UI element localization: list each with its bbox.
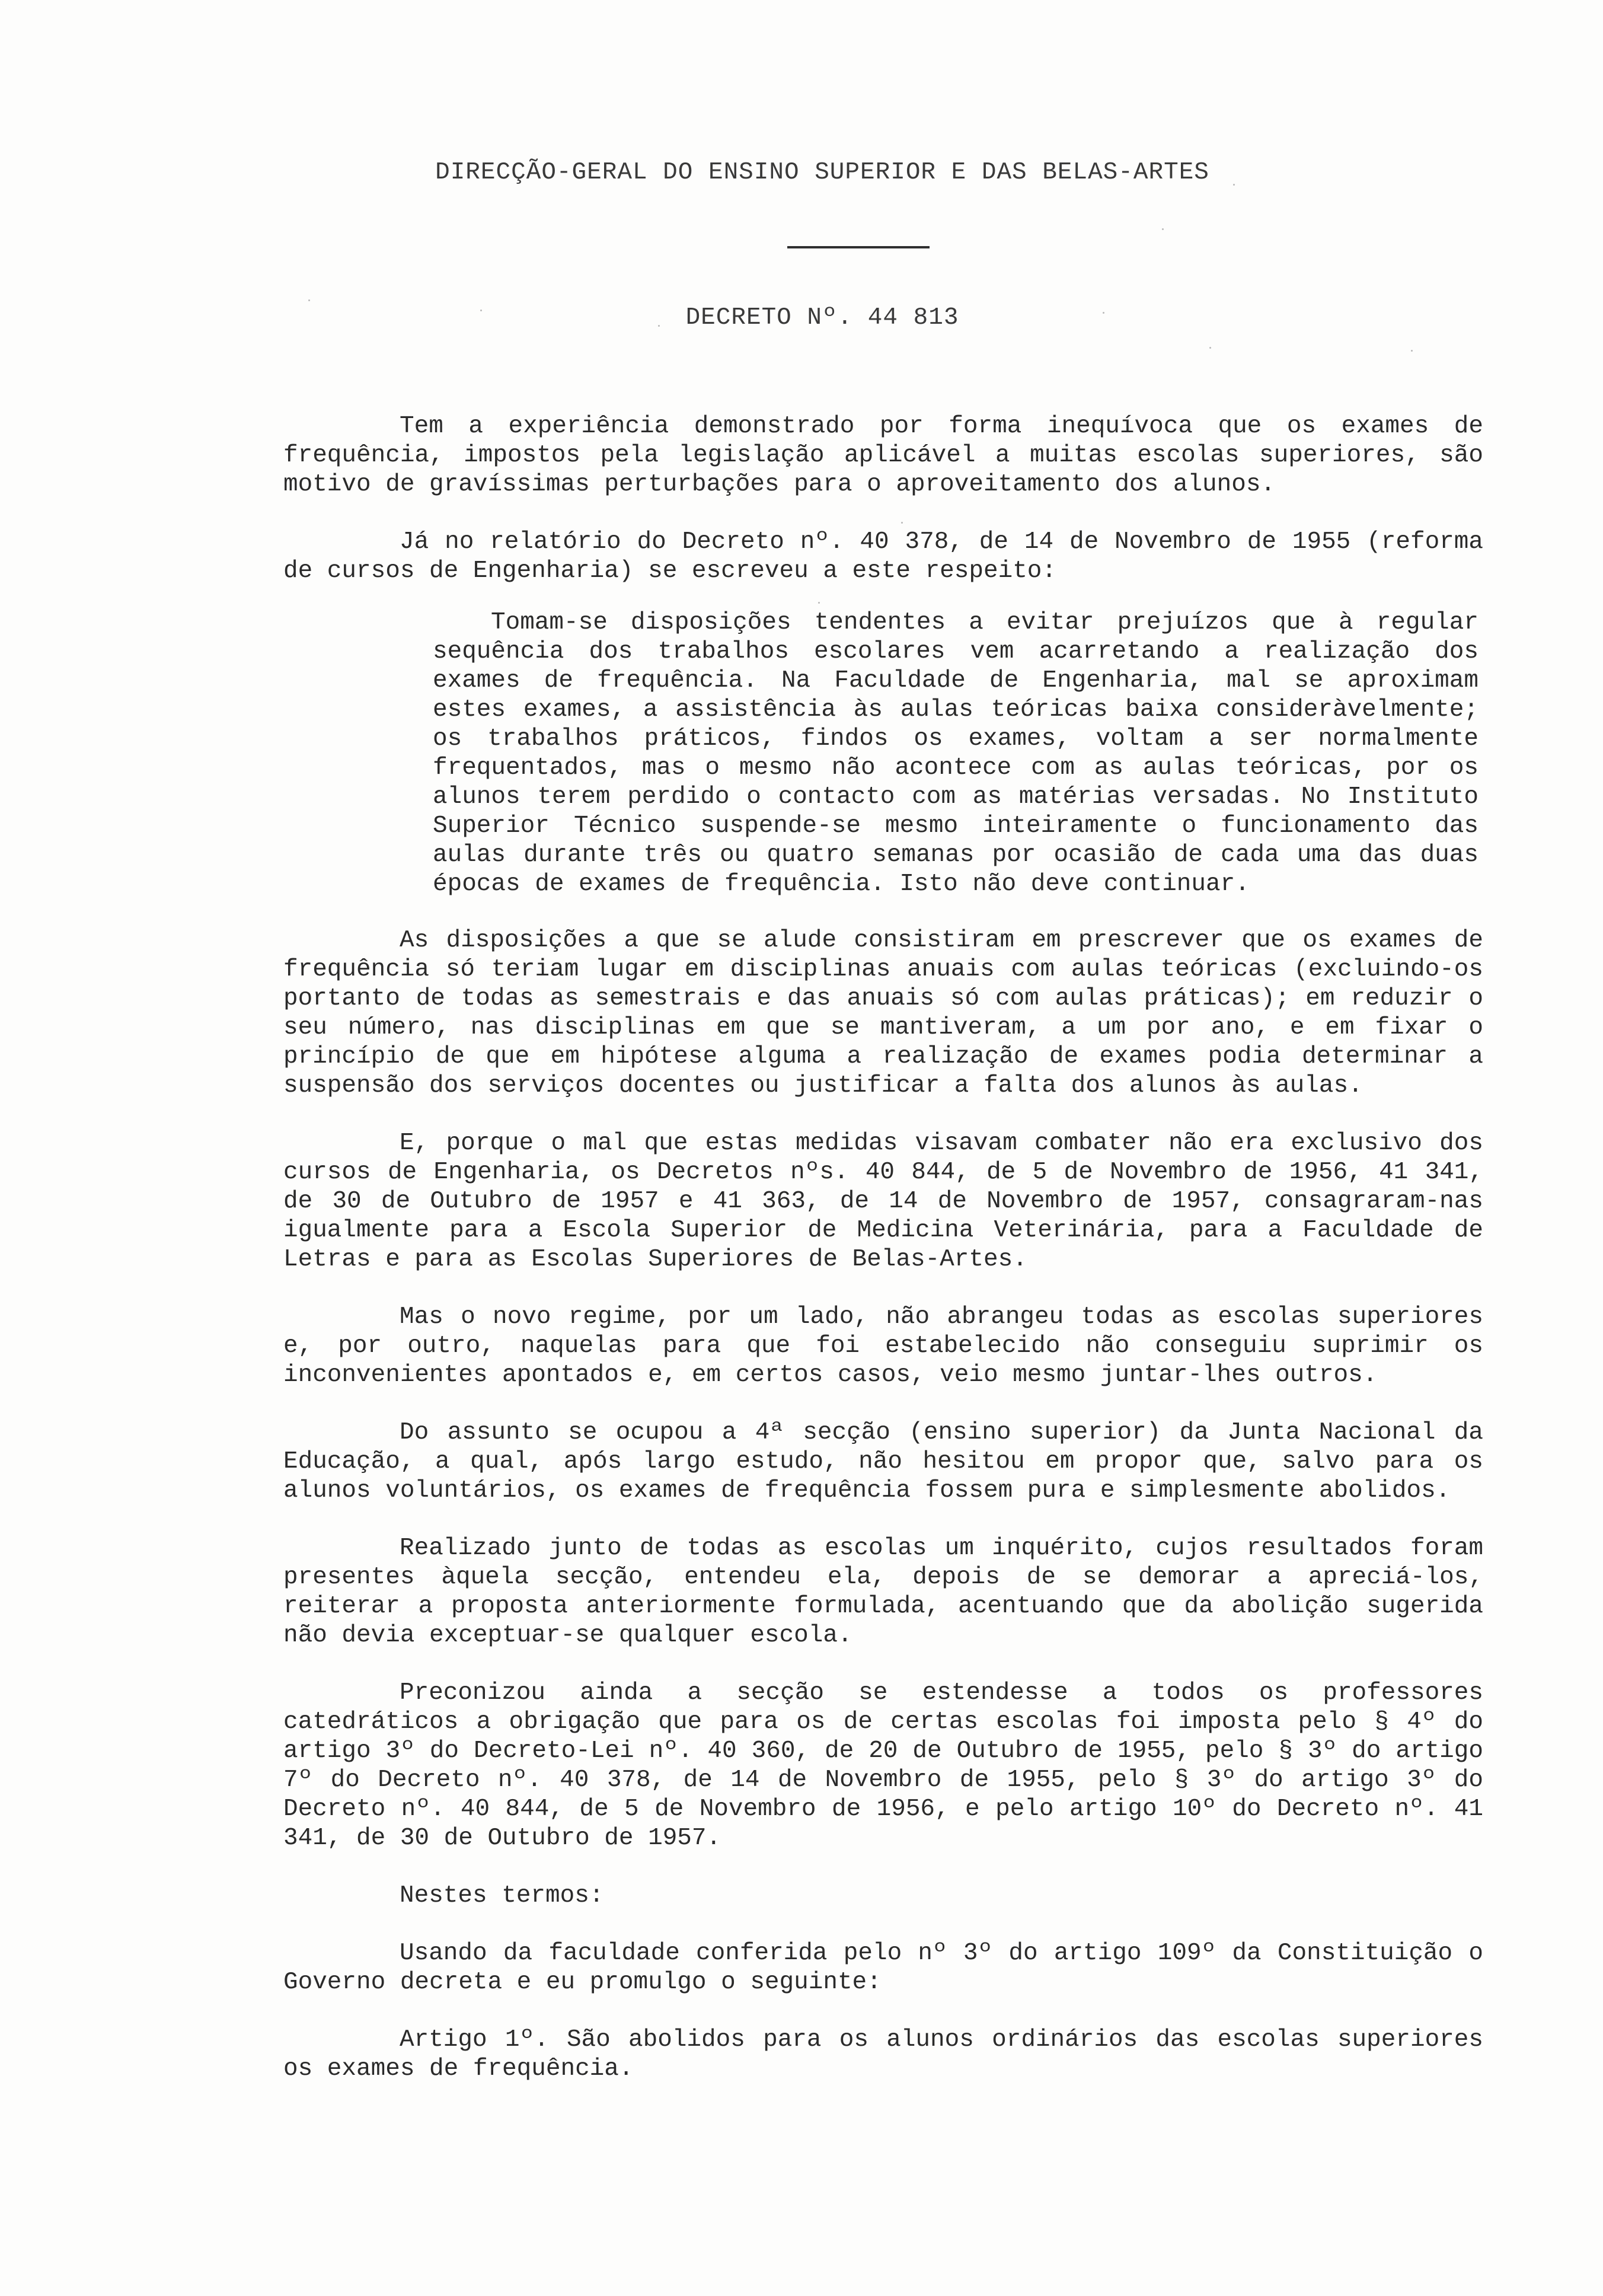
- scan-speck: [1233, 184, 1235, 186]
- document-body: [283, 412, 1483, 2112]
- paragraph-9: Nestes termos:: [400, 1882, 604, 1909]
- heading-divider: [787, 246, 930, 248]
- scan-speck: [1162, 228, 1164, 230]
- quoted-paragraph: Tomam-se disposições tendentes a evitar prejuízos que à regular sequência dos trabalhos escolares vem acarretando a realização dos exames de frequência. Na Faculdade de Engenharia, mal se aproximam estes exames, a assistência às aulas teóricas baixa consideràvelmente; os trabalhos práticos, findos os exames, voltam a ser normalmente frequentados, mas o mesmo não acontece com as aulas teóricas, por os alunos terem perdido o contacto com as matérias versadas. No Instituto Superior Técnico suspende-se mesmo inteiramente o funcionamento das aulas durante três ou quatro semanas por ocasião de cada uma das duas épocas de exames de frequência. Isto não deve continuar.: [433, 609, 1479, 898]
- paragraph-1: Tem a experiência demonstrado por forma inequívoca que os exames de frequência, impostos pela legislação aplicável a muitas escolas superiores, são motivo de gravíssimas perturbações para o aproveitamento dos alunos.: [283, 413, 1483, 498]
- paragraph-2: Já no relatório do Decreto nº. 40 378, de 14 de Novembro de 1955 (reforma de cursos de Engenharia) se escreveu a este respeito:: [283, 528, 1483, 585]
- scan-speck: [1103, 312, 1104, 314]
- paragraph-8: Preconizou ainda a secção se estendesse a todos os professores catedráticos a obrigação que para os de certas escolas foi imposta pelo § 4º do artigo 3º do Decreto-Lei nº. 40 360, de 20 de Outubro de 1955, pelo § 3º do artigo 7º do Decreto nº. 40 378, de 14 de Novembro de 1955, pelo § 3º do artigo 3º do Decreto nº. 40 844, de 5 de Novembro de 1956, e pelo artigo 10º do Decreto nº. 41 341, de 30 de Outubro de 1957.: [283, 1679, 1483, 1852]
- paragraph-4: E, porque o mal que estas medidas visavam combater não era exclusivo dos cursos de Engenharia, os Decretos nºs. 40 844, de 5 de Novembro de 1956, 41 341, de 30 de Outubro de 1957 e 41 363, de 14 de Novembro de 1957, consagraram-nas igualmente para a Escola Superior de Medicina Veterinária, para a Faculdade de Letras e para as Escolas Superiores de Belas-Artes.: [283, 1130, 1483, 1273]
- paragraph-7: Realizado junto de todas as escolas um inquérito, cujos resultados foram presentes àquela secção, entendeu ela, depois de se demorar a apreciá-los, reiterar a proposta anteriormente formulada, acentuando que da abolição sugerida não devia exceptuar-se qualquer escola.: [283, 1535, 1483, 1649]
- article-1: Artigo 1º. São abolidos para os alunos ordinários das escolas superiores os exames de frequência.: [283, 2026, 1483, 2083]
- paragraph-6: Do assunto se ocupou a 4ª secção (ensino superior) da Junta Nacional da Educação, a qual, após largo estudo, não hesitou em propor que, salvo para os alunos voluntários, os exames de frequência fossem pura e simplesmente abolidos.: [283, 1419, 1483, 1504]
- scan-speck: [1411, 350, 1413, 352]
- scan-speck: [480, 310, 482, 311]
- scan-speck: [1209, 347, 1211, 349]
- decree-number: DECRETO Nº. 44 813: [685, 304, 959, 331]
- scan-speck: [658, 325, 660, 327]
- paragraph-5: Mas o novo regime, por um lado, não abrangeu todas as escolas superiores e, por outro, naquelas para que foi estabelecido não conseguiu suprimir os inconvenientes apontados e, em certos casos, veio mesmo juntar-lhes outros.: [283, 1303, 1483, 1389]
- paragraph-3: As disposições a que se alude consistiram em prescrever que os exames de frequência só teriam lugar em disciplinas anuais com aulas teóricas (excluindo-os portanto de todas as semestrais e das anuais só com aulas práticas); em reduzir o seu número, nas disciplinas em que se mantiveram, a um por ano, e em fixar o princípio de que em hipótese alguma a realização de exames podia determinar a suspensão dos serviços docentes ou justificar a falta dos alunos às aulas.: [283, 927, 1483, 1099]
- paragraph-10: Usando da faculdade conferida pelo nº 3º do artigo 109º da Constituição o Governo decreta e eu promulgo o seguinte:: [283, 1940, 1483, 1996]
- scan-speck: [308, 299, 310, 301]
- department-heading: DIRECÇÃO-GERAL DO ENSINO SUPERIOR E DAS BELAS-ARTES: [435, 159, 1209, 186]
